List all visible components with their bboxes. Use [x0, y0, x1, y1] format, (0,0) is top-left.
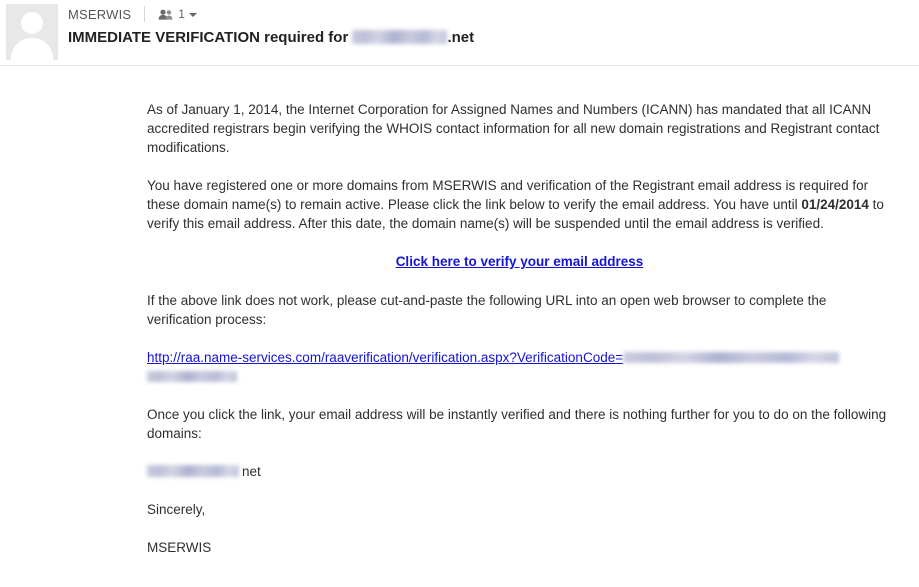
deadline-date: 01/24/2014	[801, 197, 869, 212]
subject-suffix: .net	[447, 29, 475, 46]
paragraph-icann-mandate: As of January 1, 2014, the Internet Corporation for Assigned Names and Numbers (ICANN) has mandated that all ICANN accredited registrars begin verifying the WHOIS contact information for all new domain registrations and Registrant contact modifications.	[147, 102, 880, 155]
paragraph-2-part1: You have registered one or more domains from MSERWIS and verification of the Registrant email address is required for these domain name(s) to remain active. Please click the link below to verify the email address. You have until	[147, 178, 869, 212]
sender-name: MSERWIS	[68, 6, 132, 22]
verification-url-link[interactable]: http://raa.name-services.com/raaverification/verification.aspx?VerificationCode=	[147, 350, 624, 365]
people-icon	[158, 9, 173, 20]
paragraph-2-part2: to verify this email address. After this date, the domain name(s) will be suspended until the email address is verified.	[147, 197, 884, 231]
header-top-row	[68, 4, 197, 24]
redacted-domain-name	[147, 465, 239, 477]
paragraph-registration-notice	[147, 176, 892, 233]
subject-text: IMMEDIATE VERIFICATION required for	[68, 29, 349, 46]
domain-suffix: net	[242, 464, 261, 479]
person-avatar-icon	[6, 4, 58, 60]
recipient-count: 1	[178, 7, 185, 21]
header-divider	[144, 6, 145, 22]
email-header	[0, 0, 919, 66]
verification-url-line	[147, 348, 892, 386]
signature-line: MSERWIS	[147, 540, 212, 555]
redacted-verification-code-1	[623, 352, 839, 363]
email-body	[0, 66, 919, 557]
avatar	[6, 4, 58, 60]
redacted-verification-code-2	[147, 371, 237, 382]
email-content	[147, 66, 892, 557]
closing-line: Sincerely,	[147, 502, 206, 517]
paragraph-confirmation: Once you click the link, your email address will be instantly verified and there is nothing further for you to do on the following domains:	[147, 407, 887, 441]
email-subject	[68, 28, 474, 46]
recipients-toggle[interactable]	[158, 7, 197, 21]
chevron-down-icon	[189, 13, 197, 17]
verify-email-link[interactable]: Click here to verify your email address	[395, 254, 644, 269]
redacted-domain-subject	[352, 30, 447, 44]
domain-list-item	[147, 462, 892, 481]
verify-link-container	[147, 252, 892, 271]
paragraph-fallback-url: If the above link does not work, please cut-and-paste the following URL into an open web browser to complete the verification process:	[147, 293, 827, 327]
